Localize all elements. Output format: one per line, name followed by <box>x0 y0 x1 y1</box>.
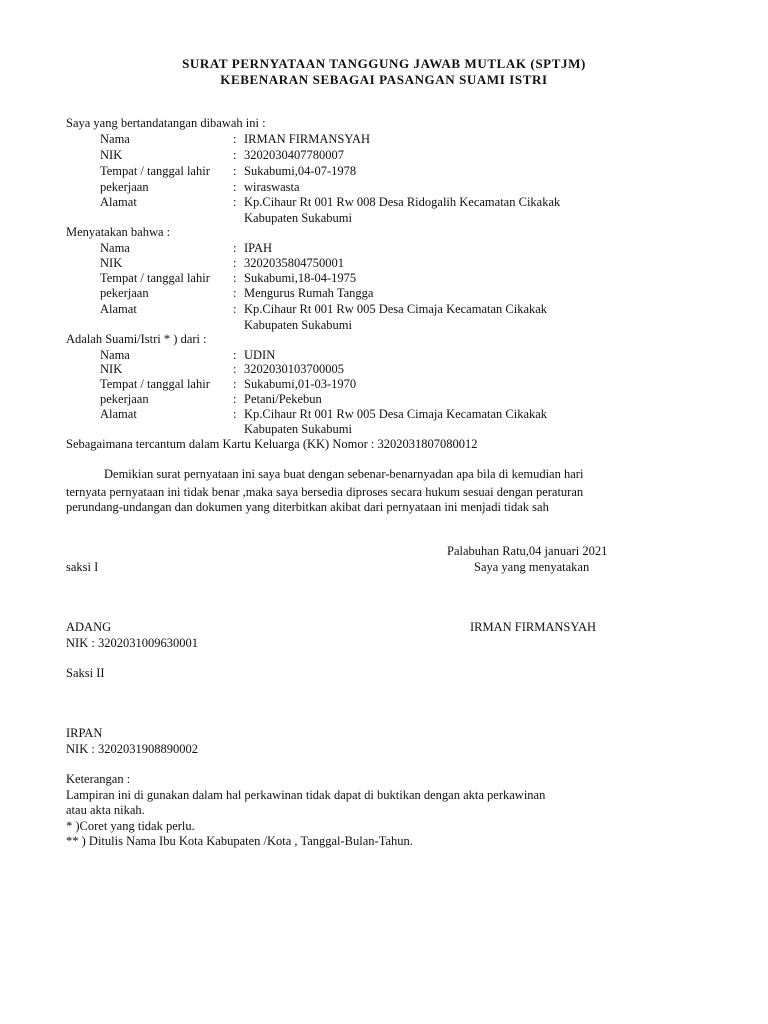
field-value: Petani/Pekebun <box>244 392 322 406</box>
field-value: UDIN <box>244 348 276 362</box>
field-colon: : <box>233 302 237 316</box>
field-value: Mengurus Rumah Tangga <box>244 286 374 300</box>
field-value: 3202035804750001 <box>244 256 344 270</box>
field-value: 3202030407780007 <box>244 148 344 162</box>
field-colon: : <box>233 392 237 406</box>
declarer-label: Saya yang menyatakan <box>474 560 590 574</box>
field-value: IRMAN FIRMANSYAH <box>244 132 371 146</box>
document-title-line1: SURAT PERNYATAAN TANGGUNG JAWAB MUTLAK (SPTJM) <box>182 56 586 71</box>
witness2-label: Saksi II <box>66 666 105 680</box>
field-label: Tempat / tanggal lahir <box>100 164 210 178</box>
witness1-name: ADANG <box>66 620 112 634</box>
section2-intro: Menyatakan bahwa : <box>66 225 171 239</box>
field-value: Sukabumi,04-07-1978 <box>244 164 357 178</box>
field-value: Sukabumi,18-04-1975 <box>244 271 357 285</box>
statement-line2: ternyata pernyataan ini tidak benar ,maka saya bersedia diproses secara hukum sesuai dengan peraturan <box>66 485 584 499</box>
notes-line4: ** ) Ditulis Nama Ibu Kota Kabupaten /Kota , Tanggal-Bulan-Tahun. <box>66 834 413 848</box>
field-colon: : <box>233 241 237 255</box>
field-label: Tempat / tanggal lahir <box>100 377 210 391</box>
field-label: Alamat <box>100 302 137 316</box>
field-colon: : <box>233 377 237 391</box>
field-colon: : <box>233 362 237 376</box>
field-colon: : <box>233 180 237 194</box>
field-colon: : <box>233 286 237 300</box>
field-colon: : <box>233 407 237 421</box>
field-label: NIK <box>100 362 123 376</box>
field-label: pekerjaan <box>100 180 149 194</box>
place-date: Palabuhan Ratu,04 januari 2021 <box>447 544 608 558</box>
section1-intro: Saya yang bertandatangan dibawah ini : <box>66 116 266 130</box>
field-colon: : <box>233 148 237 162</box>
notes-line3: * )Coret yang tidak perlu. <box>66 819 195 833</box>
field-colon: : <box>233 348 237 362</box>
field-value: Sukabumi,01-03-1970 <box>244 377 357 391</box>
field-label: Tempat / tanggal lahir <box>100 271 210 285</box>
field-colon: : <box>233 256 237 270</box>
notes-line1: Lampiran ini di gunakan dalam hal perkawinan tidak dapat di buktikan dengan akta perkawinan <box>66 788 546 802</box>
field-label: pekerjaan <box>100 392 149 406</box>
field-label: NIK <box>100 148 123 162</box>
field-colon: : <box>233 271 237 285</box>
field-label: Alamat <box>100 195 137 209</box>
field-value: Kp.Cihaur Rt 001 Rw 005 Desa Cimaja Kecamatan Cikakak <box>244 407 548 421</box>
field-label: NIK <box>100 256 123 270</box>
field-label: Nama <box>100 348 130 362</box>
kk-number-line: Sebagaimana tercantum dalam Kartu Keluarga (KK) Nomor : 3202031807080012 <box>66 437 478 451</box>
field-value: Kp.Cihaur Rt 001 Rw 005 Desa Cimaja Kecamatan Cikakak <box>244 302 548 316</box>
field-label: pekerjaan <box>100 286 149 300</box>
field-colon: : <box>233 195 237 209</box>
declarer-name: IRMAN FIRMANSYAH <box>470 620 597 634</box>
witness2-name: IRPAN <box>66 726 103 740</box>
field-label: Nama <box>100 241 130 255</box>
field-value: 3202030103700005 <box>244 362 344 376</box>
field-label: Alamat <box>100 407 137 421</box>
witness2-nik: NIK : 3202031908890002 <box>66 742 198 756</box>
field-colon: : <box>233 132 237 146</box>
statement-line1: Demikian surat pernyataan ini saya buat dengan sebenar-benarnyadan apa bila di kemudian hari <box>104 467 584 481</box>
field-value: wiraswasta <box>244 180 300 194</box>
field-label: Nama <box>100 132 130 146</box>
document-title-line2: KEBENARAN SEBAGAI PASANGAN SUAMI ISTRI <box>220 72 548 87</box>
field-colon: : <box>233 164 237 178</box>
notes-heading: Keterangan : <box>66 772 131 786</box>
notes-line2: atau akta nikah. <box>66 803 145 817</box>
witness1-nik: NIK : 3202031009630001 <box>66 636 198 650</box>
section1-address-continuation: Kabupaten Sukabumi <box>244 211 352 225</box>
field-value: Kp.Cihaur Rt 001 Rw 008 Desa Ridogalih Kecamatan Cikakak <box>244 195 561 209</box>
statement-line3: perundang-undangan dan dokumen yang diterbitkan akibat dari pernyataan ini menjadi tidak sah <box>66 500 549 514</box>
section3-address-continuation: Kabupaten Sukabumi <box>244 422 352 436</box>
section3-intro: Adalah Suami/Istri * ) dari : <box>66 332 207 346</box>
section2-address-continuation: Kabupaten Sukabumi <box>244 318 352 332</box>
witness1-label: saksi I <box>66 560 99 574</box>
field-value: IPAH <box>244 241 273 255</box>
